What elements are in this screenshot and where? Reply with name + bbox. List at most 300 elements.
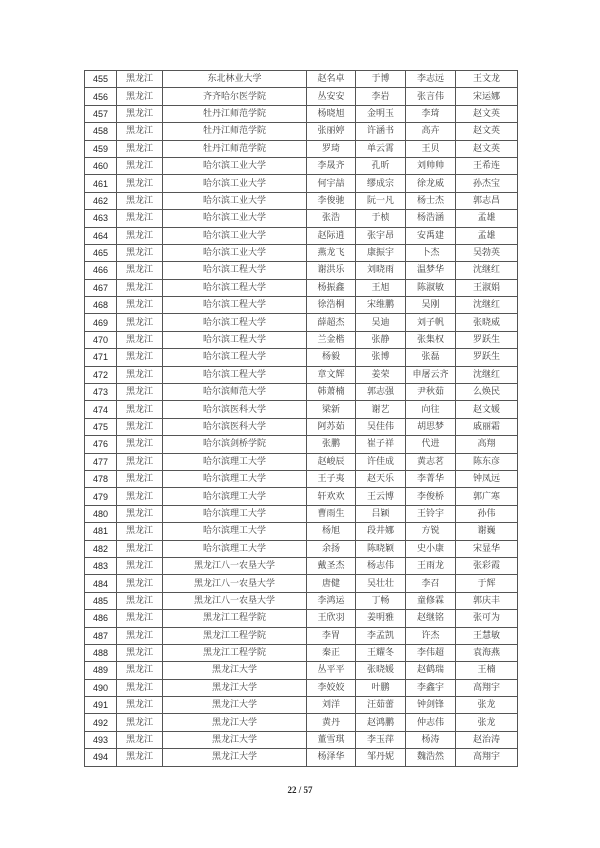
member-1-cell: 杨振鑫 <box>307 279 356 296</box>
member-1-cell: 丛安安 <box>307 88 356 105</box>
row-number: 479 <box>85 488 117 505</box>
province-cell: 黑龙江 <box>117 71 163 88</box>
row-number: 471 <box>85 349 117 366</box>
advisor-cell: 罗跃生 <box>456 349 518 366</box>
member-3-cell: 吴刚 <box>406 297 456 314</box>
advisor-cell: 罗跃生 <box>456 331 518 348</box>
province-cell: 黑龙江 <box>117 366 163 383</box>
member-1-cell: 刘洋 <box>307 697 356 714</box>
advisor-cell: 高翔宇 <box>456 679 518 696</box>
member-2-cell: 赵天乐 <box>356 470 406 487</box>
province-cell: 黑龙江 <box>117 384 163 401</box>
province-cell: 黑龙江 <box>117 175 163 192</box>
row-number: 465 <box>85 244 117 261</box>
province-cell: 黑龙江 <box>117 105 163 122</box>
member-1-cell: 黄丹 <box>307 714 356 731</box>
member-3-cell: 高卉 <box>406 123 456 140</box>
school-cell: 哈尔滨理工大学 <box>163 505 307 522</box>
province-cell: 黑龙江 <box>117 697 163 714</box>
member-1-cell: 王子夷 <box>307 470 356 487</box>
member-3-cell: 童修霖 <box>406 592 456 609</box>
table-row <box>85 523 518 540</box>
member-2-cell: 崔子祥 <box>356 436 406 453</box>
province-cell: 黑龙江 <box>117 314 163 331</box>
table-row <box>85 418 518 435</box>
member-3-cell: 张言伟 <box>406 88 456 105</box>
member-2-cell: 刘晓雨 <box>356 262 406 279</box>
member-1-cell: 李晟齐 <box>307 157 356 174</box>
row-number: 491 <box>85 697 117 714</box>
member-2-cell: 谢艺 <box>356 401 406 418</box>
school-cell: 黑龙江大学 <box>163 731 307 748</box>
member-2-cell: 吴壮壮 <box>356 575 406 592</box>
table-body <box>85 71 518 767</box>
table-row <box>85 210 518 227</box>
school-cell: 哈尔滨工业大学 <box>163 192 307 209</box>
school-cell: 牡丹江师范学院 <box>163 105 307 122</box>
row-number: 482 <box>85 540 117 557</box>
member-2-cell: 汪茹蕾 <box>356 697 406 714</box>
member-2-cell: 吕颖 <box>356 505 406 522</box>
school-cell: 哈尔滨工业大学 <box>163 227 307 244</box>
member-3-cell: 申屠云齐 <box>406 366 456 383</box>
row-number: 456 <box>85 88 117 105</box>
member-2-cell: 姜明雅 <box>356 610 406 627</box>
table-row <box>85 505 518 522</box>
row-number: 485 <box>85 592 117 609</box>
member-2-cell: 陈晓颖 <box>356 540 406 557</box>
advisor-cell: 高翔 <box>456 436 518 453</box>
row-number: 468 <box>85 297 117 314</box>
table-row <box>85 384 518 401</box>
school-cell: 黑龙江八一农垦大学 <box>163 575 307 592</box>
table-row <box>85 227 518 244</box>
member-1-cell: 轩欢欢 <box>307 488 356 505</box>
advisor-cell: 高翔宇 <box>456 749 518 766</box>
member-3-cell: 陈淑敏 <box>406 279 456 296</box>
member-1-cell: 董雪琪 <box>307 731 356 748</box>
school-cell: 哈尔滨医科大学 <box>163 401 307 418</box>
school-cell: 黑龙江大学 <box>163 679 307 696</box>
school-cell: 黑龙江八一农垦大学 <box>163 592 307 609</box>
member-3-cell: 方锐 <box>406 523 456 540</box>
school-cell: 哈尔滨理工大学 <box>163 540 307 557</box>
row-number: 467 <box>85 279 117 296</box>
member-2-cell: 康振宇 <box>356 244 406 261</box>
table-row <box>85 331 518 348</box>
table-row <box>85 366 518 383</box>
school-cell: 哈尔滨工业大学 <box>163 210 307 227</box>
advisor-cell: 王淑娟 <box>456 279 518 296</box>
row-number: 469 <box>85 314 117 331</box>
province-cell: 黑龙江 <box>117 731 163 748</box>
table-row <box>85 349 518 366</box>
member-1-cell: 梁新 <box>307 401 356 418</box>
member-1-cell: 曹雨生 <box>307 505 356 522</box>
province-cell: 黑龙江 <box>117 140 163 157</box>
member-3-cell: 李琦 <box>406 105 456 122</box>
row-number: 488 <box>85 644 117 661</box>
table-row <box>85 453 518 470</box>
member-3-cell: 杨士杰 <box>406 192 456 209</box>
school-cell: 哈尔滨剑桥学院 <box>163 436 307 453</box>
advisor-cell: 陈东彦 <box>456 453 518 470</box>
table-row <box>85 644 518 661</box>
member-3-cell: 安禹建 <box>406 227 456 244</box>
advisor-cell: 张龙 <box>456 697 518 714</box>
school-cell: 黑龙江工程学院 <box>163 627 307 644</box>
table-row <box>85 557 518 574</box>
row-number: 487 <box>85 627 117 644</box>
table-row <box>85 540 518 557</box>
table-row <box>85 731 518 748</box>
advisor-cell: 赵文英 <box>456 105 518 122</box>
member-2-cell: 吴迪 <box>356 314 406 331</box>
member-3-cell: 刘帅帅 <box>406 157 456 174</box>
advisor-cell: 谢巍 <box>456 523 518 540</box>
advisor-cell: 孟雄 <box>456 210 518 227</box>
table-row <box>85 627 518 644</box>
row-number: 472 <box>85 366 117 383</box>
school-cell: 哈尔滨理工大学 <box>163 470 307 487</box>
member-3-cell: 杨涛 <box>406 731 456 748</box>
advisor-cell: 戚丽霜 <box>456 418 518 435</box>
advisor-cell: 赵文媛 <box>456 401 518 418</box>
school-cell: 哈尔滨理工大学 <box>163 488 307 505</box>
row-number: 489 <box>85 662 117 679</box>
table-row <box>85 105 518 122</box>
school-cell: 黑龙江工程学院 <box>163 610 307 627</box>
advisor-cell: 郭志昌 <box>456 192 518 209</box>
table-row <box>85 262 518 279</box>
member-2-cell: 单云霄 <box>356 140 406 157</box>
table-row <box>85 662 518 679</box>
advisor-cell: 沈继红 <box>456 366 518 383</box>
row-number: 481 <box>85 523 117 540</box>
advisor-cell: 孙杰宝 <box>456 175 518 192</box>
row-number: 477 <box>85 453 117 470</box>
member-1-cell: 张丽婷 <box>307 123 356 140</box>
row-number: 492 <box>85 714 117 731</box>
member-1-cell: 杨旭 <box>307 523 356 540</box>
advisor-cell: 吴勃英 <box>456 244 518 261</box>
member-2-cell: 李玉萍 <box>356 731 406 748</box>
school-cell: 哈尔滨工业大学 <box>163 157 307 174</box>
province-cell: 黑龙江 <box>117 505 163 522</box>
row-number: 473 <box>85 384 117 401</box>
row-number: 459 <box>85 140 117 157</box>
member-1-cell: 罗琦 <box>307 140 356 157</box>
advisor-cell: 赵治涛 <box>456 731 518 748</box>
table-row <box>85 610 518 627</box>
member-2-cell: 丁畅 <box>356 592 406 609</box>
advisor-cell: 宋运娜 <box>456 88 518 105</box>
school-cell: 黑龙江八一农垦大学 <box>163 557 307 574</box>
row-number: 457 <box>85 105 117 122</box>
province-cell: 黑龙江 <box>117 157 163 174</box>
member-3-cell: 温梦华 <box>406 262 456 279</box>
school-cell: 哈尔滨工程大学 <box>163 279 307 296</box>
member-3-cell: 魏浩然 <box>406 749 456 766</box>
member-2-cell: 姜荣 <box>356 366 406 383</box>
member-3-cell: 李菁华 <box>406 470 456 487</box>
member-1-cell: 秦正 <box>307 644 356 661</box>
member-2-cell: 李孟凯 <box>356 627 406 644</box>
school-cell: 黑龙江大学 <box>163 697 307 714</box>
member-3-cell: 李志远 <box>406 71 456 88</box>
table-row <box>85 71 518 88</box>
member-1-cell: 赵际逍 <box>307 227 356 244</box>
member-2-cell: 郭志强 <box>356 384 406 401</box>
row-number: 470 <box>85 331 117 348</box>
row-number: 458 <box>85 123 117 140</box>
member-1-cell: 薛超杰 <box>307 314 356 331</box>
member-2-cell: 缪成宗 <box>356 175 406 192</box>
member-1-cell: 杨泽华 <box>307 749 356 766</box>
province-cell: 黑龙江 <box>117 331 163 348</box>
member-1-cell: 李姣姣 <box>307 679 356 696</box>
member-2-cell: 叶鹏 <box>356 679 406 696</box>
member-1-cell: 何宇喆 <box>307 175 356 192</box>
member-3-cell: 卜杰 <box>406 244 456 261</box>
province-cell: 黑龙江 <box>117 227 163 244</box>
province-cell: 黑龙江 <box>117 644 163 661</box>
member-1-cell: 张鹏 <box>307 436 356 453</box>
member-3-cell: 李俊桥 <box>406 488 456 505</box>
member-2-cell: 宋维鹏 <box>356 297 406 314</box>
school-cell: 牡丹江师范学院 <box>163 123 307 140</box>
table-row <box>85 714 518 731</box>
province-cell: 黑龙江 <box>117 488 163 505</box>
advisor-cell: 宋显华 <box>456 540 518 557</box>
table-row <box>85 157 518 174</box>
member-2-cell: 张晓媛 <box>356 662 406 679</box>
member-1-cell: 赵峻辰 <box>307 453 356 470</box>
advisor-cell: 沈继红 <box>456 297 518 314</box>
table-row <box>85 592 518 609</box>
member-3-cell: 尹秋茹 <box>406 384 456 401</box>
member-2-cell: 张博 <box>356 349 406 366</box>
member-3-cell: 张磊 <box>406 349 456 366</box>
member-1-cell: 丛平平 <box>307 662 356 679</box>
member-2-cell: 孔昕 <box>356 157 406 174</box>
table-row <box>85 279 518 296</box>
table-row <box>85 488 518 505</box>
member-2-cell: 吴佳伟 <box>356 418 406 435</box>
member-3-cell: 向往 <box>406 401 456 418</box>
advisor-cell: 张彩霞 <box>456 557 518 574</box>
school-cell: 哈尔滨工业大学 <box>163 175 307 192</box>
province-cell: 黑龙江 <box>117 540 163 557</box>
province-cell: 黑龙江 <box>117 557 163 574</box>
school-cell: 哈尔滨工程大学 <box>163 297 307 314</box>
province-cell: 黑龙江 <box>117 749 163 766</box>
province-cell: 黑龙江 <box>117 262 163 279</box>
province-cell: 黑龙江 <box>117 401 163 418</box>
table-row <box>85 314 518 331</box>
member-2-cell: 王旭 <box>356 279 406 296</box>
member-2-cell: 段井娜 <box>356 523 406 540</box>
table-row <box>85 88 518 105</box>
advisor-cell: 孟雄 <box>456 227 518 244</box>
member-1-cell: 李俊驰 <box>307 192 356 209</box>
province-cell: 黑龙江 <box>117 470 163 487</box>
member-1-cell: 杨晓旭 <box>307 105 356 122</box>
advisor-cell: 赵文英 <box>456 140 518 157</box>
row-number: 462 <box>85 192 117 209</box>
row-number: 484 <box>85 575 117 592</box>
table-row <box>85 244 518 261</box>
school-cell: 牡丹江师范学院 <box>163 140 307 157</box>
school-cell: 哈尔滨工程大学 <box>163 349 307 366</box>
table-row <box>85 192 518 209</box>
member-2-cell: 许佳成 <box>356 453 406 470</box>
member-3-cell: 王铃宇 <box>406 505 456 522</box>
table-row <box>85 470 518 487</box>
province-cell: 黑龙江 <box>117 244 163 261</box>
member-3-cell: 赵继铭 <box>406 610 456 627</box>
row-number: 466 <box>85 262 117 279</box>
table-row <box>85 436 518 453</box>
member-2-cell: 阮一凡 <box>356 192 406 209</box>
member-1-cell: 唐健 <box>307 575 356 592</box>
member-1-cell: 杨毅 <box>307 349 356 366</box>
row-number: 463 <box>85 210 117 227</box>
member-3-cell: 胡思梦 <box>406 418 456 435</box>
member-3-cell: 李鑫宇 <box>406 679 456 696</box>
school-cell: 齐齐哈尔医学院 <box>163 88 307 105</box>
member-3-cell: 张集权 <box>406 331 456 348</box>
member-2-cell: 于博 <box>356 71 406 88</box>
advisor-cell: 张龙 <box>456 714 518 731</box>
table-row <box>85 140 518 157</box>
member-1-cell: 李胃 <box>307 627 356 644</box>
member-2-cell: 金明玉 <box>356 105 406 122</box>
member-1-cell: 赵名卓 <box>307 71 356 88</box>
member-1-cell: 戴圣杰 <box>307 557 356 574</box>
member-3-cell: 徐龙威 <box>406 175 456 192</box>
member-3-cell: 黄志茗 <box>406 453 456 470</box>
province-cell: 黑龙江 <box>117 279 163 296</box>
school-cell: 哈尔滨工程大学 <box>163 314 307 331</box>
school-cell: 哈尔滨医科大学 <box>163 418 307 435</box>
province-cell: 黑龙江 <box>117 662 163 679</box>
member-1-cell: 谢洪乐 <box>307 262 356 279</box>
award-roster-table <box>84 70 518 767</box>
advisor-cell: 赵文英 <box>456 123 518 140</box>
school-cell: 黑龙江大学 <box>163 662 307 679</box>
member-2-cell: 许涵书 <box>356 123 406 140</box>
school-cell: 哈尔滨工程大学 <box>163 366 307 383</box>
school-cell: 哈尔滨工程大学 <box>163 262 307 279</box>
advisor-cell: 袁海燕 <box>456 644 518 661</box>
province-cell: 黑龙江 <box>117 453 163 470</box>
province-cell: 黑龙江 <box>117 418 163 435</box>
member-3-cell: 李召 <box>406 575 456 592</box>
province-cell: 黑龙江 <box>117 210 163 227</box>
province-cell: 黑龙江 <box>117 575 163 592</box>
member-3-cell: 杨浩涵 <box>406 210 456 227</box>
school-cell: 黑龙江大学 <box>163 714 307 731</box>
school-cell: 黑龙江大学 <box>163 749 307 766</box>
province-cell: 黑龙江 <box>117 349 163 366</box>
member-2-cell: 王云博 <box>356 488 406 505</box>
row-number: 486 <box>85 610 117 627</box>
advisor-cell: 于辉 <box>456 575 518 592</box>
row-number: 480 <box>85 505 117 522</box>
member-1-cell: 阿苏茹 <box>307 418 356 435</box>
advisor-cell: 郭广寒 <box>456 488 518 505</box>
member-3-cell: 仲志伟 <box>406 714 456 731</box>
table-row <box>85 749 518 766</box>
row-number: 475 <box>85 418 117 435</box>
row-number: 460 <box>85 157 117 174</box>
row-number: 483 <box>85 557 117 574</box>
table-row <box>85 297 518 314</box>
member-2-cell: 张宇昂 <box>356 227 406 244</box>
school-cell: 哈尔滨理工大学 <box>163 453 307 470</box>
advisor-cell: 郭庆丰 <box>456 592 518 609</box>
member-1-cell: 王欣羽 <box>307 610 356 627</box>
row-number: 478 <box>85 470 117 487</box>
advisor-cell: 王希连 <box>456 157 518 174</box>
member-1-cell: 李鸿运 <box>307 592 356 609</box>
table-row <box>85 123 518 140</box>
member-1-cell: 韩萧楠 <box>307 384 356 401</box>
row-number: 490 <box>85 679 117 696</box>
row-number: 474 <box>85 401 117 418</box>
table-row <box>85 401 518 418</box>
member-2-cell: 王耀冬 <box>356 644 406 661</box>
province-cell: 黑龙江 <box>117 523 163 540</box>
province-cell: 黑龙江 <box>117 679 163 696</box>
advisor-cell: 钟凤远 <box>456 470 518 487</box>
member-1-cell: 燕龙飞 <box>307 244 356 261</box>
province-cell: 黑龙江 <box>117 192 163 209</box>
advisor-cell: 张可为 <box>456 610 518 627</box>
member-1-cell: 徐浩桐 <box>307 297 356 314</box>
member-2-cell: 杨志伟 <box>356 557 406 574</box>
member-1-cell: 兰金楷 <box>307 331 356 348</box>
row-number: 493 <box>85 731 117 748</box>
member-3-cell: 钟剑锋 <box>406 697 456 714</box>
member-2-cell: 于桢 <box>356 210 406 227</box>
row-number: 455 <box>85 71 117 88</box>
member-3-cell: 代进 <box>406 436 456 453</box>
province-cell: 黑龙江 <box>117 714 163 731</box>
advisor-cell: 孙伟 <box>456 505 518 522</box>
table-row <box>85 175 518 192</box>
province-cell: 黑龙江 <box>117 627 163 644</box>
member-3-cell: 史小康 <box>406 540 456 557</box>
school-cell: 黑龙江工程学院 <box>163 644 307 661</box>
table-row <box>85 697 518 714</box>
member-3-cell: 王雨龙 <box>406 557 456 574</box>
school-cell: 哈尔滨理工大学 <box>163 523 307 540</box>
member-3-cell: 赵鹤瑞 <box>406 662 456 679</box>
row-number: 461 <box>85 175 117 192</box>
member-3-cell: 王贝 <box>406 140 456 157</box>
advisor-cell: 王楠 <box>456 662 518 679</box>
member-3-cell: 许杰 <box>406 627 456 644</box>
province-cell: 黑龙江 <box>117 436 163 453</box>
advisor-cell: 沈继红 <box>456 262 518 279</box>
advisor-cell: 王文龙 <box>456 71 518 88</box>
school-cell: 哈尔滨工程大学 <box>163 331 307 348</box>
row-number: 476 <box>85 436 117 453</box>
advisor-cell: 么焕民 <box>456 384 518 401</box>
school-cell: 哈尔滨工业大学 <box>163 244 307 261</box>
